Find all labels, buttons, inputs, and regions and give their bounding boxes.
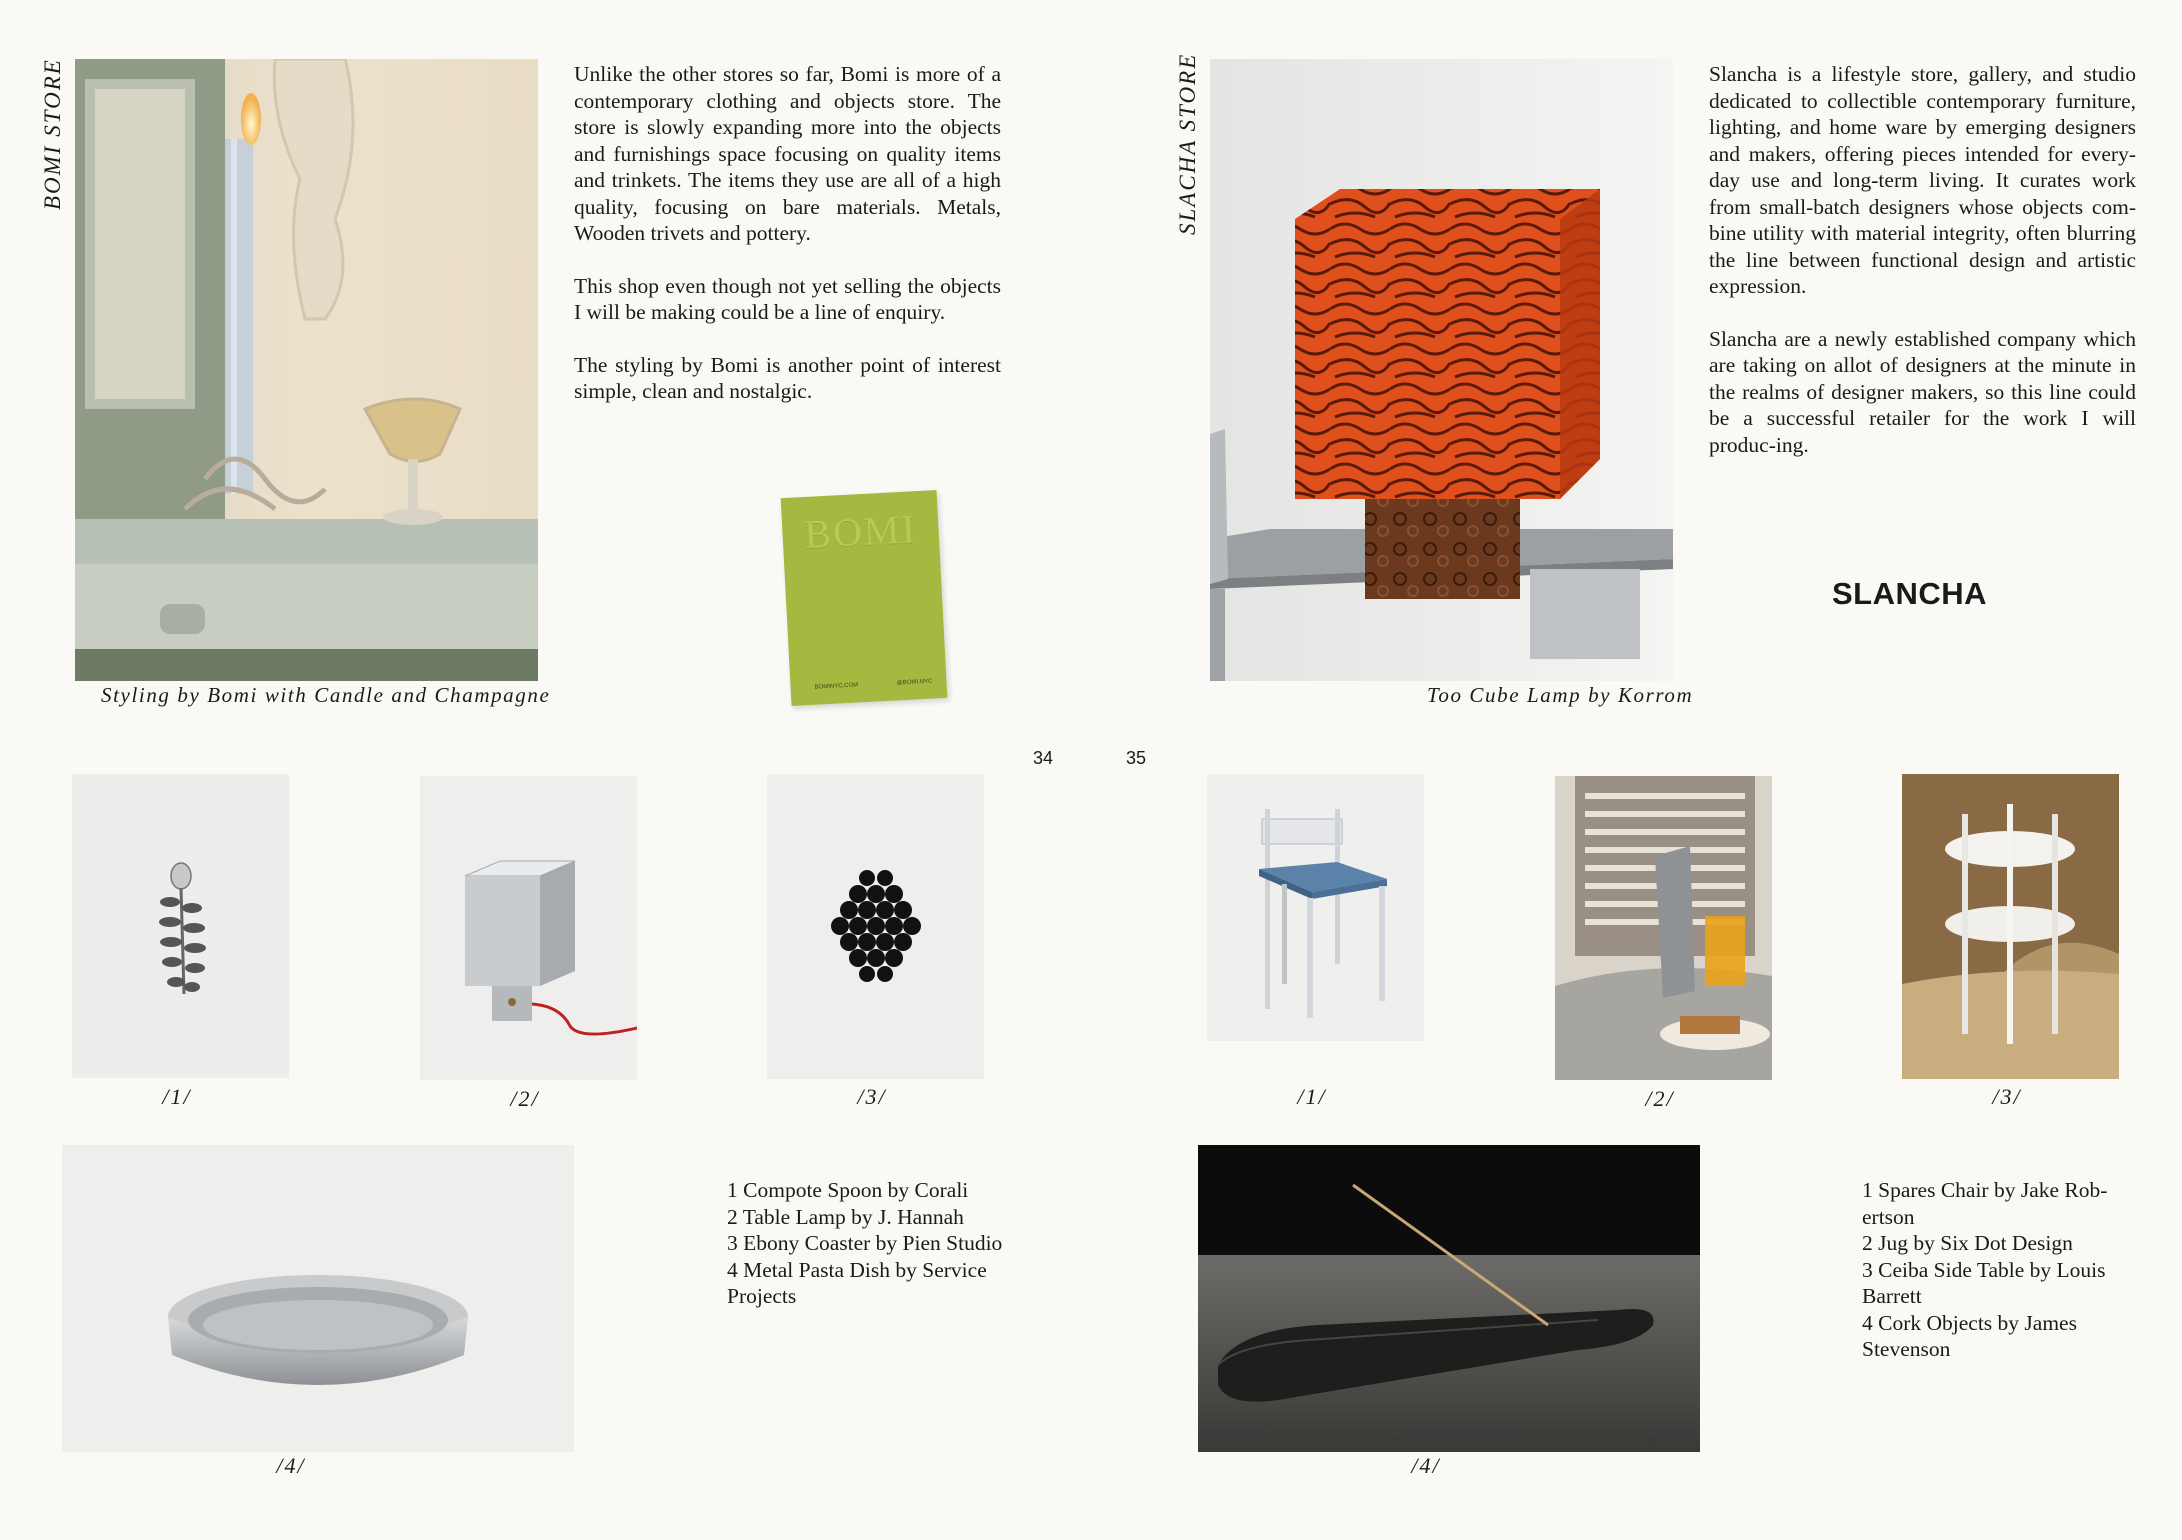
- slancha-logo: SLANCHA: [1832, 576, 1988, 611]
- slancha-paragraph-1: Slancha is a lifestyle store, gallery, and studio dedicated to collectible contemporary furniture, lighting, and home ware by emerging designers and makers, offering pieces intended for every-day use and long-term living. It curates work from small-batch designers whose objects com-bine utility with material integrity, often blurring the line between functional design and artistic expression.: [1709, 62, 2136, 298]
- bomi-hero-caption: Styling by Bomi with Candle and Champagne: [101, 683, 551, 707]
- left-section-label: BOMI STORE: [40, 58, 65, 210]
- bomi-list-item-1: 1 Compote Spoon by Corali: [727, 1178, 969, 1202]
- bomi-paragraph-2: This shop even though not yet selling the objects I will be making could be a line of enquiry.: [574, 273, 1001, 324]
- left-product-number-4: /4/: [276, 1453, 306, 1478]
- bomi-brochure: [781, 490, 948, 706]
- jug-photo: [1555, 776, 1772, 1080]
- bomi-product-list: [727, 1177, 1012, 1310]
- slancha-product-list: [1862, 1177, 2127, 1363]
- cork-objects-photo: [1198, 1145, 1700, 1452]
- ebony-coaster-photo: [767, 774, 984, 1079]
- slancha-paragraph-2: Slancha are a newly established company which are taking on allot of designers at the minute in the realms of designer makers, so this line could be a successful retailer for the work I will produc-ing.: [1709, 326, 2136, 457]
- ceiba-table-photo: [1902, 774, 2119, 1079]
- bomi-description: [574, 61, 1001, 431]
- page-number-right: 35: [1126, 748, 1147, 768]
- left-product-number-1: /1/: [162, 1084, 192, 1109]
- slancha-list-item-1: 1 Spares Chair by Jake Rob-ertson: [1862, 1178, 2108, 1229]
- slancha-list-item-2: 2 Jug by Six Dot Design: [1862, 1231, 2073, 1255]
- right-product-number-3: /3/: [1992, 1084, 2022, 1109]
- right-product-number-4: /4/: [1411, 1453, 1441, 1478]
- table-lamp-photo: [420, 776, 637, 1080]
- bomi-list-item-2: 2 Table Lamp by J. Hannah: [727, 1204, 964, 1229]
- brochure-title: BOMI: [803, 506, 918, 558]
- slancha-list-item-3: 3 Ceiba Side Table by Louis Barrett: [1862, 1257, 2106, 1308]
- bomi-list-item-3: 3 Ebony Coaster by Pien Studio: [727, 1231, 1003, 1255]
- bomi-hero-photo: [75, 59, 538, 681]
- left-product-number-3: /3/: [857, 1084, 887, 1109]
- slancha-hero-caption: Too Cube Lamp by Korrom: [1427, 683, 1694, 707]
- bomi-paragraph-1: Unlike the other stores so far, Bomi is more of a contemporary clothing and objects store. The store is slowly expanding more into the objects and furnishings space focusing on quality items and trinkets. The items they use are all of a high quality, focusing on bare materials. Metals, Wooden trivets and pottery.: [574, 62, 1001, 245]
- left-product-number-2: /2/: [510, 1086, 540, 1111]
- right-section-label: SLACHA STORE: [1175, 52, 1200, 235]
- spares-chair-photo: [1207, 774, 1424, 1041]
- slancha-hero-photo: [1210, 59, 1673, 681]
- compote-spoon-photo: [72, 774, 289, 1078]
- bomi-list-item-4: 4 Metal Pasta Dish by Service Projects: [727, 1257, 987, 1308]
- brochure-website: BOMINYC.COM: [814, 682, 859, 691]
- slancha-list-item-4: 4 Cork Objects by James Stevenson: [1862, 1310, 2077, 1361]
- pasta-dish-photo: [62, 1145, 574, 1452]
- brochure-handle: @BOMI.NYC: [896, 678, 933, 687]
- right-product-number-2: /2/: [1645, 1086, 1675, 1111]
- bomi-paragraph-3: The styling by Bomi is another point of interest simple, clean and nostalgic.: [574, 352, 1001, 403]
- page-number-left: 34: [1033, 748, 1054, 768]
- right-product-number-1: /1/: [1297, 1084, 1327, 1109]
- slancha-description: [1709, 61, 2136, 484]
